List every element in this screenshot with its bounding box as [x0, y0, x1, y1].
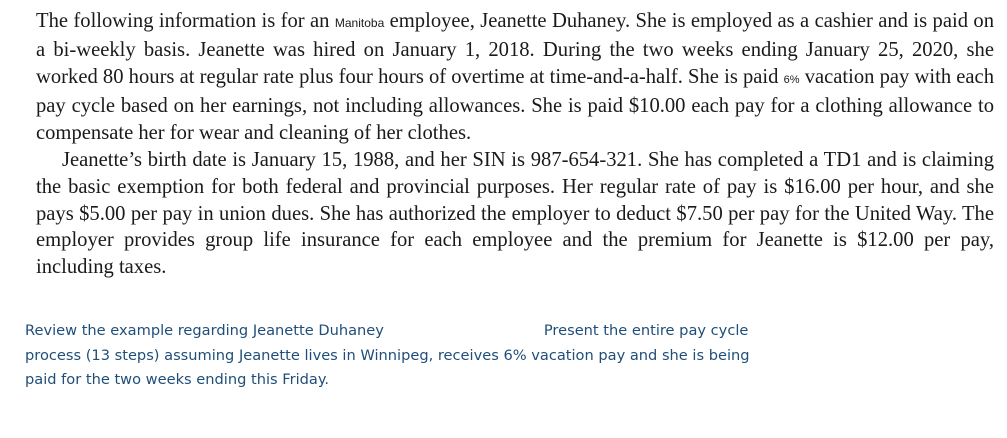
instruction-line-3: paid for the two weeks ending this Friday.: [25, 371, 330, 388]
instruction-line-2: process (13 steps) assuming Jeanette lives in Winnipeg, receives 6% vacation pay and she is being: [25, 346, 750, 364]
problem-paragraph-1: [36, 8, 994, 147]
problem-text: [36, 8, 994, 281]
vacation-percent-field: 6%: [783, 73, 800, 86]
instruction-line-1: [25, 319, 825, 344]
paragraph-1-body: employee, Jeanette Duhaney. She is employed as a cashier and is paid on a bi-weekly basis. Jeanette was hired on January 1, 2018. During the two weeks ending January 25, 2020, she worked 80 hours at regular rate plus four hours of overtime at time-and-a-half. She is paid: [36, 10, 994, 88]
problem-paragraph-2: Jeanette’s birth date is January 15, 1988, and her SIN is 987-654-321. She has completed a TD1 and is claiming the basic exemption for both federal and provincial purposes. Her regular rate of pay is $16.00 per hour, and she pays $5.00 per pay in union dues. She has authorized the employer to deduct $7.50 per pay for the United Way. The employer provides group life insurance for each employee and the premium for Jeanette is $12.00 per pay, including taxes.: [36, 148, 994, 279]
paragraph-1-intro: The following information is for an: [36, 10, 335, 32]
instruction-review: Review the example regarding Jeanette Duhaney: [25, 322, 384, 339]
province-field: Manitoba: [334, 16, 385, 30]
instruction-note: [25, 319, 825, 393]
instruction-present: Present the entire pay cycle: [543, 322, 749, 339]
paragraph-1-end: vacation pay with each pay cycle based on her earnings, not including allowances. She is paid $10.00 each pay for a clothing allowance to compensate her for wear and cleaning of her clothes.: [36, 65, 994, 145]
